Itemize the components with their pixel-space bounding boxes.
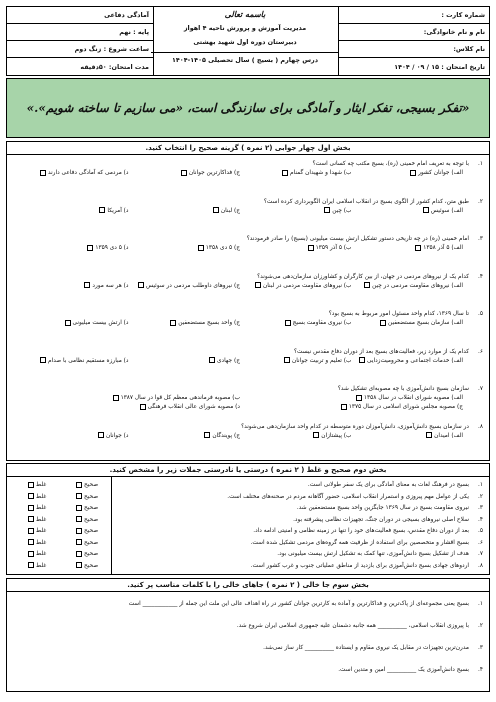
option-1[interactable] bbox=[352, 432, 464, 440]
true-checkbox[interactable] bbox=[76, 505, 82, 511]
item-number: ۲. bbox=[478, 493, 483, 500]
section2-title: بخش دوم صحیح و غلط ( ۲ نمره ) درستی یا نادرستی جملات زیر را مشخص کنید. bbox=[6, 463, 490, 477]
option-label: د) ارتش بیست میلیونی bbox=[72, 320, 129, 326]
true-option[interactable] bbox=[76, 527, 98, 535]
subject-name: آمادگی دفاعی bbox=[7, 7, 153, 24]
option-checkbox[interactable] bbox=[213, 207, 219, 213]
answer-options bbox=[17, 244, 463, 252]
option-label: ج) مصوبه مجلس شورای اسلامی در سال ۱۳۷۵ bbox=[348, 404, 463, 410]
question-text: در سازمان بسیج دانش‌آموزی، دانش‌آموزان دوره متوسطه در کدام واحد سازمان‌دهی می‌شوند؟ bbox=[241, 423, 469, 430]
option-label: ب) ۵ آذر ۱۳۵۹ bbox=[315, 245, 352, 251]
option-1[interactable] bbox=[352, 319, 464, 327]
option-label: ب) نیروی مقاومت بسیج bbox=[292, 320, 352, 326]
question-text: تا سال ۱۳۶۹، کدام واحد مسئول امور مربوط به بسیج بود؟ bbox=[328, 311, 469, 317]
student-info-column bbox=[338, 7, 489, 75]
item-number: ۵. bbox=[478, 528, 483, 534]
option-label: د) مردمی که آمادگی دفاعی دارند bbox=[48, 170, 129, 176]
option-1[interactable] bbox=[352, 169, 464, 177]
false-checkbox[interactable] bbox=[28, 539, 34, 545]
true-checkbox[interactable] bbox=[76, 539, 82, 545]
option-4[interactable] bbox=[17, 357, 129, 365]
option-checkbox[interactable] bbox=[65, 320, 71, 326]
item-number: ۶. bbox=[478, 539, 483, 546]
option-1[interactable] bbox=[352, 282, 464, 290]
motto-text: «تفکر بسیجی، تفکر ایثار و آمادگی برای سازندگی است، «می سازیم تا ساخته شویم».» bbox=[26, 101, 470, 115]
false-label: غلط bbox=[35, 562, 47, 569]
answer-options bbox=[17, 282, 463, 290]
option-2[interactable] bbox=[240, 244, 352, 252]
answer-options bbox=[17, 357, 463, 365]
fill-item-3[interactable] bbox=[13, 644, 483, 654]
item-text: با پیروزی انقلاب اسلامی، __________ همه جانبه دشمنان علیه جمهوری اسلامی ایران شروع شد. bbox=[236, 623, 469, 629]
option-checkbox[interactable] bbox=[40, 357, 46, 363]
true-false-options bbox=[13, 504, 113, 512]
option-label: الف) خدمات اجتماعی و محرومیت‌زدایی bbox=[367, 357, 463, 364]
item-text: بعد از دوران دفاع مقدس، بسیج فعالیت‌های خود را تنها در زمینه نظامی و امنیتی ادامه داد. bbox=[253, 528, 469, 534]
option-checkbox[interactable] bbox=[284, 357, 290, 363]
question-number: ۵. bbox=[478, 311, 483, 317]
question-text: کدام یک از موارد زیر، فعالیت‌های بسیج بعد از دوران دفاع مقدس نیست؟ bbox=[293, 348, 469, 355]
option-4[interactable] bbox=[17, 432, 129, 440]
school-name: دبیرستان دوره اول شهید بهشتی bbox=[193, 38, 297, 46]
option-label: د) مبارزه مستقیم نظامی با صدام bbox=[48, 357, 129, 364]
option-label: ج) نیروهای داوطلب مردمی در سوئیس bbox=[146, 282, 240, 289]
false-label: غلط bbox=[35, 516, 47, 523]
item-number: ۱. bbox=[478, 601, 483, 607]
question-number: ۷. bbox=[478, 386, 483, 392]
tf-item-6 bbox=[13, 539, 483, 549]
option-checkbox[interactable] bbox=[285, 320, 291, 326]
true-option[interactable] bbox=[76, 504, 98, 512]
option-checkbox[interactable] bbox=[138, 282, 144, 288]
student-name-field: نام و نام خانوادگی: bbox=[339, 24, 489, 41]
option-checkbox[interactable] bbox=[140, 404, 146, 410]
item-text: مدرن‌ترین تجهیزات در مقابل یک نیروی مقاوم و ایستاده __________ کار ساز نمی‌شد. bbox=[263, 645, 469, 651]
option-label: ج) واحد بسیج مستضعفین bbox=[178, 320, 240, 326]
true-false-options bbox=[13, 481, 113, 489]
exam-duration: مدت امتحان: ۵۰دقیقه bbox=[80, 62, 149, 71]
false-option[interactable] bbox=[28, 550, 46, 558]
true-label: صحیح bbox=[84, 562, 99, 569]
true-option[interactable] bbox=[76, 481, 98, 489]
false-label: غلط bbox=[35, 539, 47, 546]
option-checkbox[interactable] bbox=[198, 245, 204, 251]
option-1[interactable] bbox=[352, 207, 464, 215]
option-label: ب) مصوبه فرماندهی معظم کل قوا در سال ۱۳۸۷ bbox=[120, 395, 240, 401]
tf-item-3 bbox=[13, 504, 483, 514]
false-label: غلط bbox=[35, 493, 47, 500]
option-checkbox[interactable] bbox=[410, 170, 416, 176]
class-name-field: نام کلاس: bbox=[339, 41, 489, 58]
true-option[interactable] bbox=[76, 550, 98, 558]
option-label: د) ۵ دی ۱۳۵۹ bbox=[95, 245, 129, 251]
true-option[interactable] bbox=[76, 539, 98, 547]
exam-date-field: تاریخ امتحان : ۱۵ / ۰۹ / ۱۴۰۴ bbox=[394, 62, 485, 71]
exam-info-column bbox=[7, 7, 154, 75]
option-label: د) هر سه مورد bbox=[92, 282, 129, 289]
true-label: صحیح bbox=[84, 505, 99, 511]
option-label: ب) شهدا و شهیدان گمنام bbox=[290, 170, 352, 176]
grade-level: پایه : نهم bbox=[7, 24, 153, 41]
section3-title: بخش سوم جا خالی ( ۲ نمره ) جاهای خالی را با کلمات مناسب پر کنید. bbox=[6, 578, 490, 592]
option-label: الف) امیدان bbox=[434, 432, 463, 439]
option-checkbox[interactable] bbox=[113, 395, 119, 401]
option-label: ج) لبنان bbox=[220, 207, 240, 214]
motto-banner bbox=[6, 78, 490, 138]
item-text: بسیج دانش‌آموزی یک __________ امین و متدین است. bbox=[338, 667, 469, 673]
option-label: الف) سازمان بسیج مستضعفین bbox=[388, 320, 463, 326]
section2-items bbox=[6, 477, 490, 575]
option-3[interactable] bbox=[129, 207, 241, 215]
question-text: سازمان بسیج دانش‌آموزی با چه مصوبه‌ای تشکیل شد؟ bbox=[337, 386, 469, 392]
false-option[interactable] bbox=[28, 516, 46, 524]
true-option[interactable] bbox=[76, 493, 98, 501]
true-false-options bbox=[13, 493, 113, 501]
option-1[interactable] bbox=[352, 244, 464, 252]
option-checkbox[interactable] bbox=[380, 320, 386, 326]
option-checkbox[interactable] bbox=[84, 282, 90, 288]
answer-options bbox=[17, 432, 463, 440]
item-text: بسیج در فرهنگ لغات به معنای آمادگی برای یک سفر طولانی است. bbox=[307, 482, 469, 488]
option-checkbox[interactable] bbox=[356, 395, 362, 401]
false-label: غلط bbox=[35, 528, 47, 534]
option-checkbox[interactable] bbox=[308, 245, 314, 251]
option-label: الف) مصوبه شورای انقلاب در سال ۱۳۵۸ bbox=[363, 395, 463, 401]
item-text: نیروی مقاومت بسیج در سال ۱۳۶۹ جایگزین واحد بسیج مستضعفین شد. bbox=[296, 505, 469, 511]
false-checkbox[interactable] bbox=[28, 505, 34, 511]
item-number: ۳. bbox=[478, 505, 483, 511]
question-text: طبق متن، کدام کشور از الگوی بسیج در انقلاب اسلامی ایران الگوبرداری کرده است؟ bbox=[263, 198, 469, 205]
true-false-options bbox=[13, 539, 113, 547]
item-text: یکی از عوامل مهم پیروزی و استمرار انقلاب اسلامی، حضور آگاهانه مردم در صحنه‌های مختلف است. bbox=[227, 493, 469, 500]
false-checkbox[interactable] bbox=[28, 493, 34, 499]
false-option[interactable] bbox=[28, 527, 46, 535]
section1-title: بخش اول چهار جوابی (۲ نمره ) گزینه صحیح را انتخاب کنید. bbox=[6, 141, 490, 155]
true-checkbox[interactable] bbox=[76, 516, 82, 522]
card-number-field: شماره کارت : bbox=[339, 7, 489, 24]
option-checkbox[interactable] bbox=[313, 432, 319, 438]
course-title: درس چهارم ( بسیج ) سال تحصیلی ۱۴۰۵-۱۴۰۴ bbox=[151, 52, 339, 67]
true-label: صحیح bbox=[84, 528, 99, 534]
option-2[interactable] bbox=[240, 357, 352, 365]
question-number: ۴. bbox=[478, 273, 483, 280]
option-label: ب) چین bbox=[332, 207, 352, 214]
option-label: د) آمریکا bbox=[107, 207, 129, 214]
option-checkbox[interactable] bbox=[40, 170, 46, 176]
question-7 bbox=[13, 385, 483, 419]
true-checkbox[interactable] bbox=[76, 482, 82, 488]
option-label: ج) پویندگان bbox=[212, 432, 240, 439]
true-checkbox[interactable] bbox=[76, 493, 82, 499]
option-checkbox[interactable] bbox=[359, 357, 365, 363]
option-2[interactable] bbox=[17, 394, 240, 403]
start-time: ساعت شروع : زنگ دوم bbox=[7, 41, 153, 58]
option-label: الف) ۵ آذر ۱۳۵۸ bbox=[423, 245, 463, 251]
true-label: صحیح bbox=[84, 516, 99, 523]
item-number: ۴. bbox=[478, 667, 483, 673]
option-checkbox[interactable] bbox=[324, 207, 330, 213]
option-3[interactable] bbox=[129, 244, 241, 252]
question-4 bbox=[13, 273, 483, 307]
false-label: غلط bbox=[35, 551, 47, 557]
question-number: ۶. bbox=[478, 348, 483, 355]
item-number: ۷. bbox=[478, 551, 483, 557]
option-2[interactable] bbox=[240, 432, 352, 440]
true-false-options bbox=[13, 562, 113, 570]
item-text: هدف از تشکیل بسیج دانش‌آموزی، تنها کمک به تشکیل ارتش بیست میلیونی بود. bbox=[277, 551, 469, 557]
question-2 bbox=[13, 198, 483, 232]
option-3[interactable] bbox=[129, 282, 241, 290]
true-false-options bbox=[13, 527, 113, 535]
option-checkbox[interactable] bbox=[415, 245, 421, 251]
education-office: مدیریت آموزش و پرورش ناحیه ۴ اهواز bbox=[183, 24, 307, 32]
fill-item-4[interactable] bbox=[13, 666, 483, 676]
option-checkbox[interactable] bbox=[204, 432, 210, 438]
option-4[interactable] bbox=[17, 207, 129, 215]
answer-options bbox=[17, 169, 463, 177]
option-label: الف) جوانان کشور bbox=[418, 170, 463, 176]
option-3[interactable] bbox=[129, 432, 241, 440]
option-label: الف) سوئیس bbox=[430, 207, 463, 214]
option-4[interactable] bbox=[17, 403, 240, 412]
question-6 bbox=[13, 348, 483, 382]
option-3[interactable] bbox=[240, 403, 463, 412]
question-text: با توجه به تعریف امام خمینی (ره)، بسیج مکتب چه کسانی است؟ bbox=[312, 161, 469, 167]
option-checkbox[interactable] bbox=[99, 207, 105, 213]
option-checkbox[interactable] bbox=[87, 245, 93, 251]
question-8 bbox=[13, 423, 483, 457]
option-2[interactable] bbox=[240, 282, 352, 290]
fill-item-2[interactable] bbox=[13, 622, 483, 632]
question-5 bbox=[13, 310, 483, 344]
item-text: بسیج یعنی مجموعه‌ای از پاک‌ترین و فداکارترین و آماده به کارترین جوانان کشور در راه اهداف عالی این ملت این جمله از ____________ است bbox=[128, 601, 469, 607]
false-checkbox[interactable] bbox=[28, 516, 34, 522]
option-4[interactable] bbox=[17, 244, 129, 252]
question-1 bbox=[13, 160, 483, 194]
tf-item-2 bbox=[13, 493, 483, 503]
option-checkbox[interactable] bbox=[341, 404, 347, 410]
item-number: ۱. bbox=[478, 482, 483, 488]
answer-options bbox=[17, 207, 463, 215]
tf-item-1 bbox=[13, 481, 483, 491]
true-label: صحیح bbox=[84, 539, 99, 546]
question-3 bbox=[13, 235, 483, 269]
true-option[interactable] bbox=[76, 516, 98, 524]
option-checkbox[interactable] bbox=[181, 170, 187, 176]
item-number: ۳. bbox=[478, 645, 483, 651]
false-option[interactable] bbox=[28, 504, 46, 512]
item-number: ۲. bbox=[478, 623, 483, 629]
true-checkbox[interactable] bbox=[76, 562, 82, 568]
option-checkbox[interactable] bbox=[364, 282, 370, 288]
item-number: ۸. bbox=[478, 562, 483, 569]
tf-item-4 bbox=[13, 516, 483, 526]
item-number: ۴. bbox=[478, 516, 483, 523]
answer-options bbox=[17, 394, 463, 412]
option-label: ب) نیروهای مقاومت مردمی در لبنان bbox=[262, 282, 352, 289]
exam-header bbox=[6, 6, 490, 76]
option-label: ج) فداکارترین جوانان bbox=[188, 170, 240, 176]
item-text: سلاح اصلی نیروهای بسیجی در دوران جنگ، تجهیزات نظامی پیشرفته بود. bbox=[293, 516, 469, 523]
item-text: بسیج اقشار و متخصصین برای استفاده از ظرفیت همه گروه‌های مردمی تشکیل شده است. bbox=[250, 539, 469, 546]
false-option[interactable] bbox=[28, 481, 46, 489]
bismillah-title: باسمه تعالی bbox=[224, 9, 266, 19]
fill-item-1[interactable] bbox=[13, 600, 483, 610]
question-number: ۸. bbox=[478, 423, 483, 430]
option-label: د) مصوبه شورای عالی انقلاب فرهنگی bbox=[147, 404, 240, 410]
false-label: غلط bbox=[35, 482, 47, 488]
answer-options bbox=[17, 319, 463, 327]
option-2[interactable] bbox=[240, 169, 352, 177]
true-option[interactable] bbox=[76, 562, 98, 570]
exam-page bbox=[6, 6, 490, 696]
option-checkbox[interactable] bbox=[170, 320, 176, 326]
false-checkbox[interactable] bbox=[28, 562, 34, 568]
option-3[interactable] bbox=[129, 319, 241, 327]
true-checkbox[interactable] bbox=[76, 528, 82, 534]
option-3[interactable] bbox=[129, 169, 241, 177]
option-1[interactable] bbox=[352, 357, 464, 365]
school-info-column bbox=[151, 7, 339, 75]
tf-item-8 bbox=[13, 562, 483, 572]
option-label: ب) تعلیم و تربیت جوانان bbox=[291, 357, 352, 364]
option-label: الف) نیروهای مقاومت مردمی در چین bbox=[372, 282, 463, 289]
section1-questions bbox=[6, 155, 490, 461]
question-text: امام خمینی (ره) در چه تاریخی دستور تشکیل ارتش بیست میلیونی (بسیج) را صادر فرمودند؟ bbox=[246, 236, 469, 242]
option-checkbox[interactable] bbox=[282, 170, 288, 176]
option-label: ب) پیشتازان bbox=[321, 432, 352, 439]
false-option[interactable] bbox=[28, 539, 46, 547]
option-checkbox[interactable] bbox=[209, 357, 215, 363]
false-checkbox[interactable] bbox=[28, 528, 34, 534]
option-checkbox[interactable] bbox=[423, 207, 429, 213]
option-2[interactable] bbox=[240, 319, 352, 327]
tf-item-5 bbox=[13, 527, 483, 537]
option-label: ج) ۵ دی ۱۳۵۸ bbox=[205, 245, 240, 251]
option-1[interactable] bbox=[240, 394, 463, 403]
option-3[interactable] bbox=[129, 357, 241, 365]
true-checkbox[interactable] bbox=[76, 551, 82, 557]
option-4[interactable] bbox=[17, 169, 129, 177]
tf-item-7 bbox=[13, 550, 483, 560]
option-4[interactable] bbox=[17, 319, 129, 327]
option-4[interactable] bbox=[17, 282, 129, 290]
question-number: ۱. bbox=[478, 161, 483, 167]
true-label: صحیح bbox=[84, 482, 99, 488]
true-label: صحیح bbox=[84, 493, 99, 500]
question-text: کدام یک از نیروهای مردمی در جهان، از بین کارگران و کشاورزان سازمان‌دهی می‌شوند؟ bbox=[257, 273, 469, 280]
false-label: غلط bbox=[35, 505, 47, 511]
option-label: ج) جهادی bbox=[217, 357, 240, 364]
option-2[interactable] bbox=[240, 207, 352, 215]
false-option[interactable] bbox=[28, 493, 46, 501]
question-number: ۳. bbox=[478, 236, 483, 242]
true-false-options bbox=[13, 516, 113, 524]
false-option[interactable] bbox=[28, 562, 46, 570]
section3-items bbox=[6, 592, 490, 692]
option-checkbox[interactable] bbox=[255, 282, 261, 288]
item-text: اردوهای جهادی بسیج دانش‌آموزی برای بازدید از مناطق عملیاتی جنوب و غرب کشور است. bbox=[250, 562, 469, 569]
true-label: صحیح bbox=[84, 551, 99, 557]
false-checkbox[interactable] bbox=[28, 551, 34, 557]
option-checkbox[interactable] bbox=[98, 432, 104, 438]
true-false-options bbox=[13, 550, 113, 558]
option-label: د) جوانان bbox=[105, 432, 129, 439]
false-checkbox[interactable] bbox=[28, 482, 34, 488]
question-number: ۲. bbox=[478, 198, 483, 205]
option-checkbox[interactable] bbox=[426, 432, 432, 438]
